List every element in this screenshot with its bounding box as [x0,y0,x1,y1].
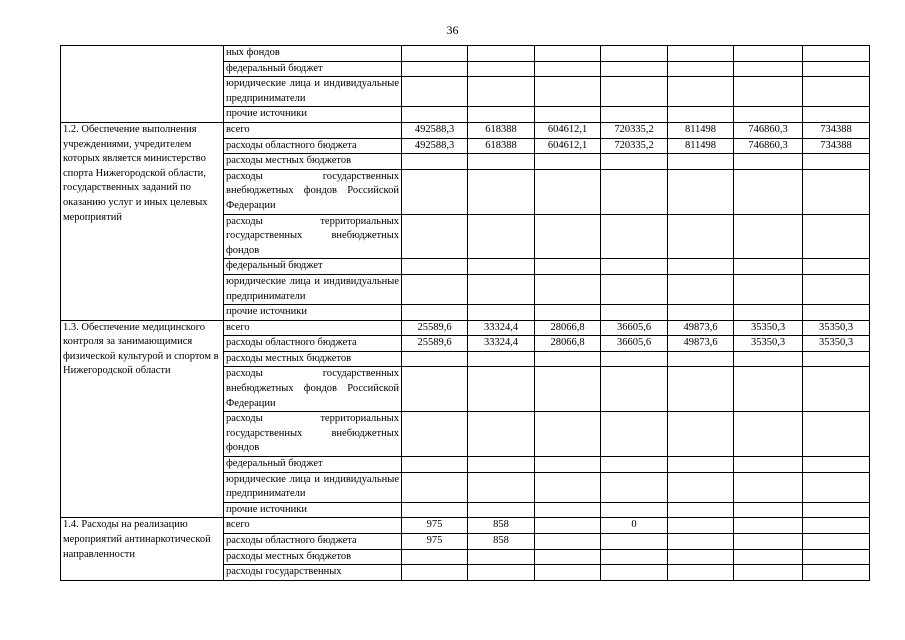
funding-source-cell: расходы государственных внебюджетных фондов Российской Федерации [224,367,402,412]
funding-source-cell: юридические лица и индивидуальные предприниматели [224,274,402,304]
value-cell [803,457,870,473]
value-cell [734,518,803,534]
value-cell: 858 [468,518,535,534]
value-cell [402,61,468,77]
value-cell [803,549,870,565]
value-cell: 36605,6 [601,336,668,352]
value-cell: 33324,4 [468,320,535,336]
table-row [61,122,870,138]
value-cell [803,351,870,367]
funding-source-cell: расходы территориальных государственных внебюджетных фондов [224,412,402,457]
value-cell [734,259,803,275]
value-cell [668,259,734,275]
funding-source-cell: расходы местных бюджетов [224,549,402,565]
value-cell [535,518,601,534]
value-cell [803,214,870,259]
value-cell [601,154,668,170]
value-cell [601,367,668,412]
measure-cell: 1.3. Обеспечение медицинского контроля за занимающимися физической культурой и спортом в Нижегородской области [61,320,224,518]
value-cell: 492588,3 [402,138,468,154]
value-cell [468,214,535,259]
value-cell [402,367,468,412]
value-cell [535,472,601,502]
value-cell [668,274,734,304]
value-cell [402,502,468,518]
value-cell [535,305,601,321]
value-cell [468,502,535,518]
measure-cell: 1.2. Обеспечение выполнения учреждениями, учредителем которых является министерство спорта Нижегородской области, государственных заданий по оказанию услуг и иных целевых мероприятий [61,122,224,320]
value-cell [803,565,870,581]
value-cell [601,351,668,367]
value-cell [734,169,803,214]
value-cell [668,534,734,550]
table-body [61,46,870,581]
value-cell: 734388 [803,122,870,138]
value-cell [803,46,870,62]
table-row [61,320,870,336]
value-cell [601,274,668,304]
value-cell: 33324,4 [468,336,535,352]
value-cell [601,169,668,214]
value-cell: 746860,3 [734,138,803,154]
value-cell [668,169,734,214]
value-cell [734,107,803,123]
value-cell [668,305,734,321]
value-cell [402,305,468,321]
value-cell [535,259,601,275]
value-cell [601,305,668,321]
value-cell: 49873,6 [668,320,734,336]
value-cell [668,565,734,581]
value-cell [402,472,468,502]
value-cell: 28066,8 [535,336,601,352]
funding-source-cell: прочие источники [224,305,402,321]
value-cell [803,534,870,550]
value-cell [734,472,803,502]
value-cell [734,549,803,565]
value-cell [601,502,668,518]
value-cell [803,259,870,275]
value-cell [468,274,535,304]
funding-source-cell: ных фондов [224,46,402,62]
page-number: 36 [446,23,459,37]
value-cell [734,351,803,367]
value-cell: 618388 [468,122,535,138]
measure-cell [61,46,224,123]
value-cell: 0 [601,518,668,534]
funding-source-cell: расходы государственных [224,565,402,581]
funding-source-cell: расходы местных бюджетов [224,154,402,170]
funding-source-cell: всего [224,320,402,336]
funding-source-cell: прочие источники [224,502,402,518]
value-cell: 35350,3 [803,336,870,352]
funding-source-cell: расходы государственных внебюджетных фондов Российской Федерации [224,169,402,214]
value-cell [535,169,601,214]
value-cell [535,367,601,412]
value-cell [668,77,734,107]
value-cell: 36605,6 [601,320,668,336]
value-cell: 811498 [668,138,734,154]
funding-source-cell: расходы территориальных государственных внебюджетных фондов [224,214,402,259]
value-cell [601,534,668,550]
funding-source-cell: федеральный бюджет [224,457,402,473]
value-cell [601,549,668,565]
value-cell [803,274,870,304]
value-cell: 25589,6 [402,320,468,336]
value-cell [535,214,601,259]
funding-source-cell: расходы областного бюджета [224,534,402,550]
value-cell [668,412,734,457]
funding-source-cell: расходы местных бюджетов [224,351,402,367]
value-cell [468,46,535,62]
value-cell [468,367,535,412]
value-cell: 734388 [803,138,870,154]
value-cell [803,169,870,214]
value-cell [734,305,803,321]
value-cell [535,107,601,123]
value-cell [468,457,535,473]
value-cell [535,154,601,170]
value-cell [803,412,870,457]
value-cell [468,351,535,367]
funding-source-cell: прочие источники [224,107,402,123]
funding-source-cell: расходы областного бюджета [224,336,402,352]
value-cell [468,169,535,214]
value-cell: 720335,2 [601,138,668,154]
value-cell [601,46,668,62]
value-cell [535,61,601,77]
value-cell [668,549,734,565]
value-cell [734,565,803,581]
value-cell: 35350,3 [803,320,870,336]
funding-source-cell: юридические лица и индивидуальные предприниматели [224,77,402,107]
value-cell [601,259,668,275]
value-cell [734,457,803,473]
value-cell [402,46,468,62]
value-cell: 49873,6 [668,336,734,352]
value-cell [535,412,601,457]
value-cell [601,214,668,259]
value-cell: 604612,1 [535,138,601,154]
value-cell [468,107,535,123]
value-cell [668,214,734,259]
measure-cell: 1.4. Расходы на реализацию мероприятий антинаркотической направленности [61,518,224,580]
value-cell [468,61,535,77]
value-cell [535,534,601,550]
value-cell [402,412,468,457]
value-cell [468,154,535,170]
funding-source-cell: федеральный бюджет [224,259,402,275]
value-cell [803,367,870,412]
value-cell [535,565,601,581]
value-cell [402,169,468,214]
value-cell [402,77,468,107]
funding-source-cell: всего [224,518,402,534]
value-cell: 975 [402,534,468,550]
value-cell [468,549,535,565]
value-cell [734,61,803,77]
value-cell: 35350,3 [734,320,803,336]
value-cell [803,472,870,502]
value-cell [601,77,668,107]
table-row [61,518,870,534]
value-cell [468,472,535,502]
value-cell [468,259,535,275]
value-cell [803,518,870,534]
value-cell [803,77,870,107]
value-cell [535,457,601,473]
funding-source-cell: всего [224,122,402,138]
value-cell [668,472,734,502]
table-row [61,46,870,62]
value-cell [468,565,535,581]
value-cell [601,61,668,77]
value-cell [803,154,870,170]
value-cell [601,472,668,502]
value-cell [601,412,668,457]
value-cell: 858 [468,534,535,550]
value-cell [734,46,803,62]
value-cell: 604612,1 [535,122,601,138]
value-cell: 618388 [468,138,535,154]
value-cell [468,305,535,321]
value-cell [535,502,601,518]
value-cell [734,214,803,259]
value-cell [734,534,803,550]
value-cell: 492588,3 [402,122,468,138]
value-cell [402,565,468,581]
value-cell [734,274,803,304]
value-cell [668,351,734,367]
value-cell [402,549,468,565]
value-cell [402,457,468,473]
value-cell [535,549,601,565]
value-cell: 746860,3 [734,122,803,138]
value-cell [668,154,734,170]
value-cell [668,502,734,518]
value-cell [535,46,601,62]
value-cell: 975 [402,518,468,534]
value-cell [734,367,803,412]
value-cell [803,107,870,123]
value-cell [668,457,734,473]
value-cell [535,77,601,107]
value-cell: 28066,8 [535,320,601,336]
value-cell [734,77,803,107]
value-cell [402,259,468,275]
value-cell [402,274,468,304]
value-cell [668,46,734,62]
value-cell [803,502,870,518]
value-cell: 35350,3 [734,336,803,352]
value-cell [734,502,803,518]
value-cell [535,274,601,304]
value-cell: 25589,6 [402,336,468,352]
funding-source-cell: федеральный бюджет [224,61,402,77]
value-cell [402,214,468,259]
funding-source-cell: юридические лица и индивидуальные предприниматели [224,472,402,502]
value-cell: 811498 [668,122,734,138]
value-cell [734,412,803,457]
value-cell [402,351,468,367]
value-cell [601,107,668,123]
value-cell [601,457,668,473]
value-cell [668,107,734,123]
value-cell [668,367,734,412]
value-cell [803,61,870,77]
value-cell [468,412,535,457]
value-cell [468,77,535,107]
value-cell [803,305,870,321]
value-cell [734,154,803,170]
value-cell [535,351,601,367]
budget-table [60,45,870,581]
value-cell [668,518,734,534]
value-cell [601,565,668,581]
funding-source-cell: расходы областного бюджета [224,138,402,154]
value-cell [402,154,468,170]
value-cell [668,61,734,77]
value-cell [402,107,468,123]
value-cell: 720335,2 [601,122,668,138]
